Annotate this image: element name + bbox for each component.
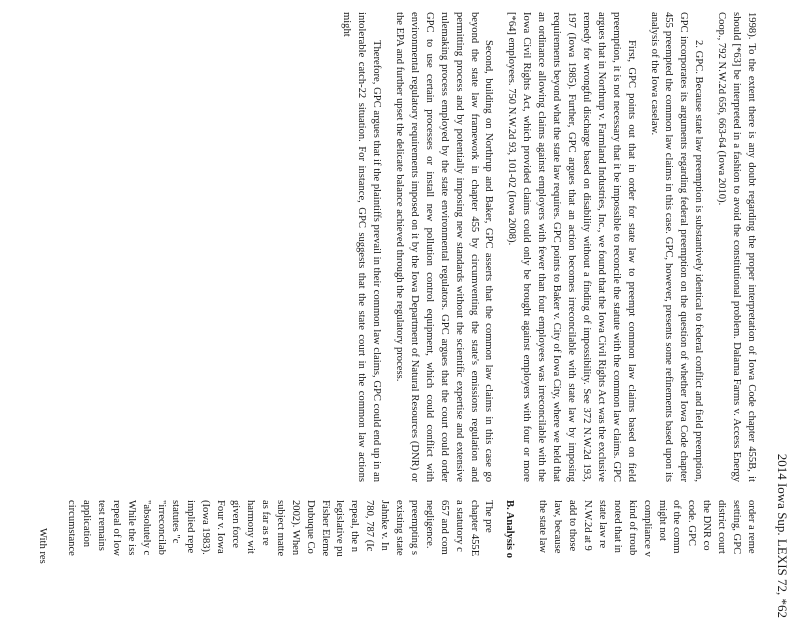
right-column-line: order a reme xyxy=(746,500,757,554)
right-column-line: 657 and com xyxy=(438,500,450,555)
right-column-line: (Iowa 1983). xyxy=(200,500,212,555)
right-column-line: legislative pu xyxy=(334,500,346,557)
right-column-line: statutes "c xyxy=(170,500,182,544)
right-column-line: chapter 455E xyxy=(468,500,480,557)
right-column-line: "absolutely c xyxy=(140,500,152,556)
right-column-top xyxy=(534,500,758,618)
right-column-line: Jahnke v. In xyxy=(379,500,391,551)
right-column-line: implied repe xyxy=(185,500,197,554)
right-column-line: kind of troub xyxy=(626,500,638,556)
running-head: 2014 Iowa Sup. LEXIS 72, *62 xyxy=(775,453,790,618)
right-column-line: law, because xyxy=(552,500,564,554)
right-column-line: subject matte xyxy=(274,500,286,557)
right-column-bottom xyxy=(63,500,495,618)
right-column-line: setting, GPC xyxy=(731,500,743,555)
right-column-line: the state law xyxy=(537,500,549,553)
right-column-line: as far as re xyxy=(259,500,271,546)
right-column-line: "irreconcilab xyxy=(155,500,167,555)
right-column-line: 780, 787 (Ic xyxy=(364,500,376,552)
right-column-line: While the iss xyxy=(125,500,137,556)
right-column-line: application xyxy=(81,500,93,548)
right-column-line: existing state xyxy=(394,500,406,556)
right-column-line: repeal of low xyxy=(110,500,122,556)
paragraph-3: First, GPC points out that in order for state law to preempt common law claims based on field preemption, it is not necessary that it be impossible to reconcile the statute with the common law claims. GPC argues that in Northrup v. Farmland Industries, Inc., we found that the Iowa Civil Rights Act was the exclusive remedy for wrongful discharge based on disability without a finding of impossibility. See 372 N.W.2d 193, 197 (Iowa 1985). Further, GPC argues that an action becomes irreconcilable with state law by imposing requirements beyond what the state law requires. GPC points to Baker v. City of Iowa City, where we held that an ordinance allowing claims against employers with fewer than four employees was irreconcilable with the Iowa Civil Rights Act, which provided claims could only be brought against employers with four or more [*64] employees. 750 N.W.2d 93, 101-02 (Iowa 2008). xyxy=(506,12,637,482)
paragraph-2: 2. GPC. Because state law preemption is substantively identical to federal conflict and field preemption, GPC incorporates its arguments regarding federal preemption on the question of whether Iowa Code chapter 455 preempted the common law claims in this case. GPC, however, presents some refinements based upon its analysis of the Iowa caselaw. xyxy=(648,12,705,482)
right-column-line: state law re xyxy=(596,500,608,549)
right-column-line: the DNR co xyxy=(701,500,713,551)
right-column-line: test remains xyxy=(95,500,107,551)
section-heading: B. Analysis o xyxy=(504,500,516,558)
paragraph-1: 1998). To the extent there is any doubt regarding the proper interpretation of Iowa Code chapter 455B, it should [*63] be interpreted in a fashion to avoid the constitutional problem. Dalarna Farms v. Access Energy Coop., 792 N.W.2d 656, 663-64 (Iowa 2010). xyxy=(716,12,757,482)
paragraph-5: Therefore, GPC argues that if the plaintiffs prevail in their common law claims, GPC could end up in an intolerable catch-22 situation. For instance, GPC suggests that the state court in the common law actions might xyxy=(341,12,383,482)
right-column-line: negligence. xyxy=(423,500,435,549)
right-column-line: add to those xyxy=(567,500,579,552)
right-column-line: repeal, the n xyxy=(349,500,361,553)
right-column-line: compliance v xyxy=(641,500,653,557)
right-column-line: Fisher Eleme xyxy=(319,500,331,557)
right-column-line: The pre xyxy=(483,500,495,533)
right-column-line: a statutory c xyxy=(453,500,465,552)
right-column-line: Four v. Iowa xyxy=(215,500,227,554)
right-column-line: district court xyxy=(716,500,728,554)
right-column-line: 2002). When xyxy=(289,500,301,556)
left-column xyxy=(330,12,758,482)
right-last-paragraph: With res xyxy=(37,528,49,564)
paragraph-4: Second, building on Northrup and Baker, GPC asserts that the common law claims in this case go beyond the state law framework in chapter 455 by circumventing the state's emissions regulation and permitting process and by potentially imposing new standards without the scientific expertise and extensive rulemaking process employed by the state environmental regulators. GPC argues that the court could order GPC to use certain processes or install new pollution control equipment, which could conflict with environmental regulatory requirements imposed on it by the Iowa Department of Natural Resources (DNR) or the EPA and further upset the delicate balance achieved through the regulatory process. xyxy=(394,12,495,482)
right-column-line: harmony wit xyxy=(245,500,256,554)
right-column-line: might not xyxy=(656,500,668,541)
right-column-line: Dubuque Co xyxy=(304,500,316,554)
right-column xyxy=(34,500,758,618)
right-column-line: given force xyxy=(230,500,242,548)
right-column-line: of the comm xyxy=(671,500,683,554)
right-column-line: preempting s xyxy=(408,500,420,556)
right-column-line: circumstance xyxy=(66,500,78,556)
right-column-line: noted that in xyxy=(611,500,623,553)
right-column-line: code. GPC xyxy=(686,500,698,546)
right-column-line: N.W.2d at 9 xyxy=(582,500,594,551)
